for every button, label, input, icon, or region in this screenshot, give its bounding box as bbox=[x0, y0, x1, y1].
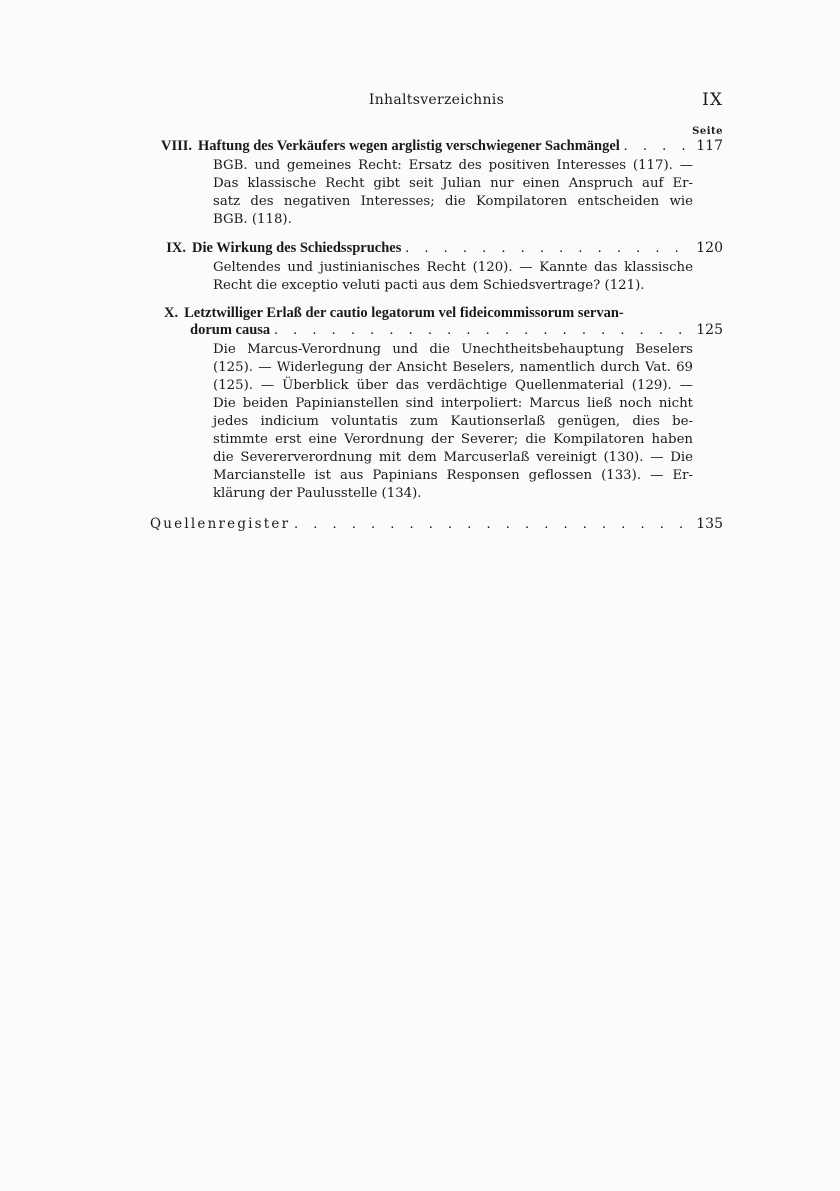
summary-line: satz des negativen Interesses; die Kompilatoren entscheiden wie bbox=[213, 194, 693, 209]
toc-entry-title: Quellenregister bbox=[150, 516, 291, 532]
toc-entry-heading[interactable] bbox=[148, 304, 723, 322]
summary-line: Die Marcus-Verordnung und die Unechtheitsbehauptung Beselers bbox=[213, 342, 693, 357]
toc-entry-x bbox=[148, 304, 723, 503]
summary-line: (125). — Widerlegung der Ansicht Beselers, namentlich durch Vat. 69 bbox=[213, 360, 693, 375]
dot-leader bbox=[294, 516, 692, 533]
toc-entry-summary bbox=[213, 341, 693, 503]
dot-leader bbox=[405, 240, 692, 257]
toc-entry-viii bbox=[148, 138, 723, 229]
toc-entry-heading[interactable] bbox=[148, 240, 723, 257]
summary-line: Marcianstelle ist aus Papinians Responsen geflossen (133). — Er- bbox=[213, 468, 693, 483]
summary-line: Recht die exceptio veluti pacti aus dem Schiedsvertrage? (121). bbox=[213, 278, 645, 293]
summary-line: Geltendes und justinianisches Recht (120). — Kannte das klassische bbox=[213, 260, 693, 275]
toc-entry-summary bbox=[213, 157, 693, 229]
toc-entry-title-cont: dorum causa bbox=[190, 322, 271, 338]
summary-line: die Severerverordnung mit dem Marcuserlaß vereinigt (130). — Die bbox=[213, 450, 693, 465]
toc-entry-quellenregister bbox=[150, 516, 723, 533]
summary-line: Die beiden Papinianstellen sind interpoliert: Marcus ließ noch nicht bbox=[213, 396, 693, 411]
dot-leader bbox=[624, 138, 692, 155]
running-head bbox=[150, 90, 723, 114]
toc-entry-heading-cont[interactable] bbox=[148, 322, 723, 339]
summary-line: Das klassische Recht gibt seit Julian nur einen Anspruch auf Er- bbox=[213, 176, 693, 191]
summary-line: (125). — Überblick über das verdächtige Quellenmaterial (129). — bbox=[213, 378, 693, 393]
toc-entry-number: VIII. bbox=[160, 138, 192, 154]
toc-entry-heading[interactable] bbox=[148, 138, 723, 155]
toc-entry-page: 125 bbox=[696, 322, 723, 338]
toc-entry-title: Letztwilliger Erlaß der cautio legatorum vel fideicommissorum servan- bbox=[184, 305, 624, 321]
toc-entry-ix bbox=[148, 240, 723, 295]
toc-entry-page: 117 bbox=[696, 138, 723, 154]
seite-label: Seite bbox=[692, 126, 723, 137]
toc-entry-number: X. bbox=[164, 305, 179, 321]
toc-entry-page: 120 bbox=[696, 240, 723, 256]
toc-entry-title: Haftung des Verkäufers wegen arglistig verschwiegener Sachmängel bbox=[198, 138, 620, 154]
page-number: IX bbox=[702, 90, 723, 110]
summary-line: klärung der Paulusstelle (134). bbox=[213, 486, 422, 501]
summary-line: jedes indicium voluntatis zum Kautionserlaß genügen, dies be- bbox=[213, 414, 693, 429]
toc-entry-title: Die Wirkung des Schiedsspruches bbox=[192, 240, 402, 256]
summary-line: BGB. und gemeines Recht: Ersatz des positiven Interesses (117). — bbox=[213, 158, 693, 173]
running-title: Inhaltsverzeichnis bbox=[368, 92, 505, 108]
summary-line: stimmte erst eine Verordnung der Severer; die Kompilatoren haben bbox=[213, 432, 693, 447]
toc-entry-page: 135 bbox=[696, 516, 723, 532]
toc-entry-summary bbox=[213, 259, 693, 295]
toc-entry-heading[interactable] bbox=[150, 516, 723, 533]
summary-line: BGB. (118). bbox=[213, 212, 292, 227]
dot-leader bbox=[274, 322, 692, 339]
toc-entry-number: IX. bbox=[166, 240, 186, 256]
